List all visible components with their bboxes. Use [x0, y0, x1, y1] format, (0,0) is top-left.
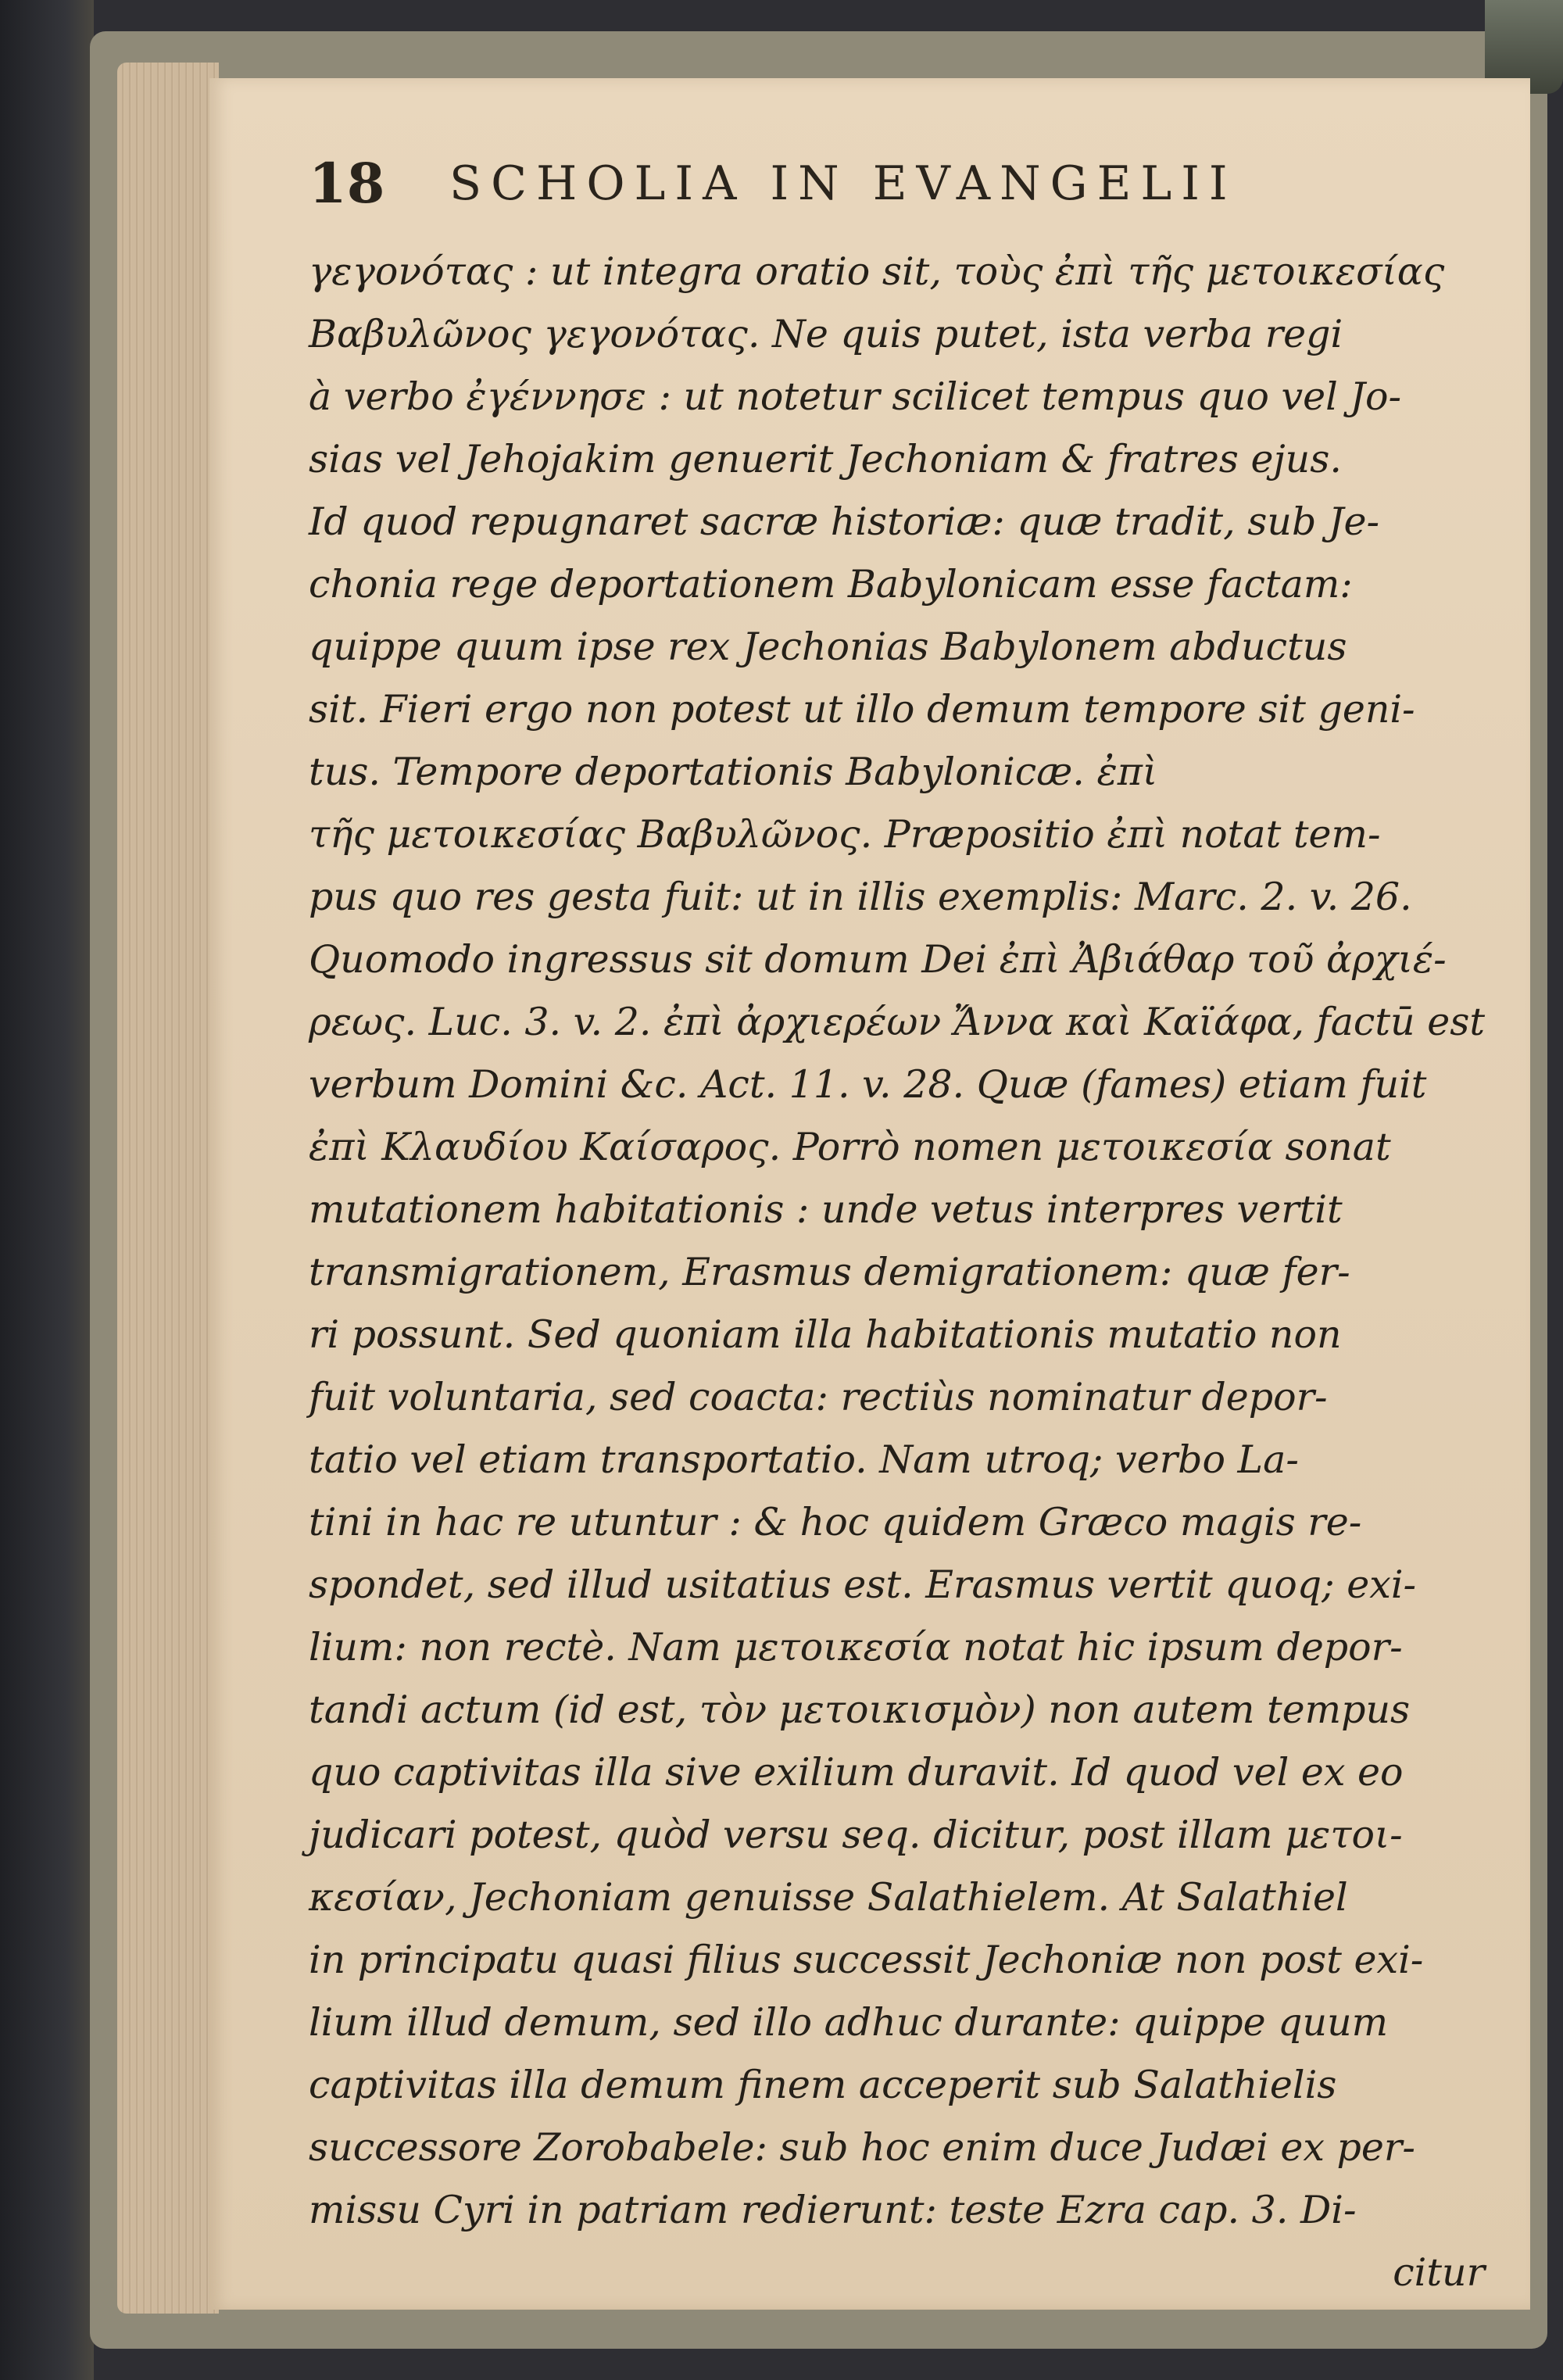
text-line: mutationem habitationis : unde vetus interpres vertit [309, 1187, 1343, 1232]
text-line: pus quo res gesta fuit: ut in illis exemplis: Marc. 2. v. 26. [309, 875, 1412, 919]
text-line: ri possunt. Sed quoniam illa habitationis mutatio non [309, 1312, 1342, 1357]
text-line: captivitas illa demum finem acceperit sub Salathielis [309, 2063, 1337, 2107]
text-line: missu Cyri in patriam redierunt: teste Ezra cap. 3. Di- [309, 2188, 1357, 2232]
text-line: κεσίαν, Jechoniam genuisse Salathielem. At Salathiel [309, 1875, 1348, 1920]
text-line: sit. Fieri ergo non potest ut illo demum tempore sit geni- [309, 687, 1415, 732]
page-edges [117, 63, 219, 2314]
text-line: Id quod repugnaret sacræ historiæ: quæ tradit, sub Je- [309, 499, 1380, 544]
text-line: transmigrationem, Erasmus demigrationem: quæ fer- [309, 1250, 1350, 1294]
text-line: in principatu quasi filius successit Jechoniæ non post exi- [309, 1938, 1424, 1982]
page-header [309, 141, 1364, 227]
text-line: lium illud demum, sed illo adhuc durante: quippe quum [309, 2000, 1389, 2045]
text-line: Quomodo ingressus sit domum Dei ἐπὶ Ἀβιάθαρ τοῦ ἀρχιέ- [309, 937, 1447, 982]
text-line: quippe quum ipse rex Jechonias Babylonem abductus [309, 625, 1347, 669]
text-line: tus. Tempore deportationis Babylonicæ. ἐπὶ [309, 750, 1158, 794]
text-line: judicari potest, quòd versu seq. dicitur, post illam μετοι- [309, 1813, 1403, 1857]
text-line: lium: non rectè. Nam μετοικεσία notat hic ipsum depor- [309, 1625, 1403, 1670]
text-line: quo captivitas illa sive exilium duravit. Id quod vel ex eo [309, 1750, 1404, 1795]
text-line: τῆς μετοικεσίας Βαβυλῶνος. Præpositio ἐπὶ notat tem- [309, 812, 1381, 857]
catchword: citur [1393, 2250, 1485, 2295]
text-line: verbum Domini &c. Act. 11. v. 28. Quæ (fames) etiam fuit [309, 1062, 1427, 1107]
text-line: fuit voluntaria, sed coacta: rectiùs nominatur depor- [309, 1375, 1328, 1419]
page-number: 18 [309, 151, 385, 216]
text-line: Βαβυλῶνος γεγονότας. Ne quis putet, ista verba regi [309, 312, 1343, 356]
text-line: ἐπὶ Κλαυδίου Καίσαρος. Porrò nomen μετοικεσία sonat [309, 1125, 1391, 1169]
text-line: ρεως. Luc. 3. v. 2. ἐπὶ ἀρχιερέων Ἄννα καὶ Καϊάφα, factū est [309, 1000, 1486, 1044]
binding-shadow [0, 0, 94, 2380]
running-head: SCHOLIA IN EVANGELII [449, 156, 1237, 211]
text-block [309, 241, 1486, 2295]
text-line: γεγονότας : ut integra oratio sit, τοὺς ἐπὶ τῆς μετοικεσίας [309, 249, 1445, 294]
text-line: chonia rege deportationem Babylonicam esse factam: [309, 562, 1353, 607]
text-line: spondet, sed illud usitatius est. Erasmus vertit quoq; exi- [309, 1562, 1417, 1607]
text-line: à verbo ἐγέννησε : ut notetur scilicet tempus quo vel Jo- [309, 374, 1402, 419]
text-line: tandi actum (id est, τὸν μετοικισμὸν) non autem tempus [309, 1687, 1411, 1732]
text-line: tini in hac re utuntur : & hoc quidem Græco magis re- [309, 1500, 1362, 1544]
text-line: sias vel Jehojakim genuerit Jechoniam & fratres ejus. [309, 437, 1342, 481]
text-line: tatio vel etiam transportatio. Nam utroq; verbo La- [309, 1437, 1299, 1482]
text-line: successore Zorobabele: sub hoc enim duce Judæi ex per- [309, 2125, 1415, 2170]
